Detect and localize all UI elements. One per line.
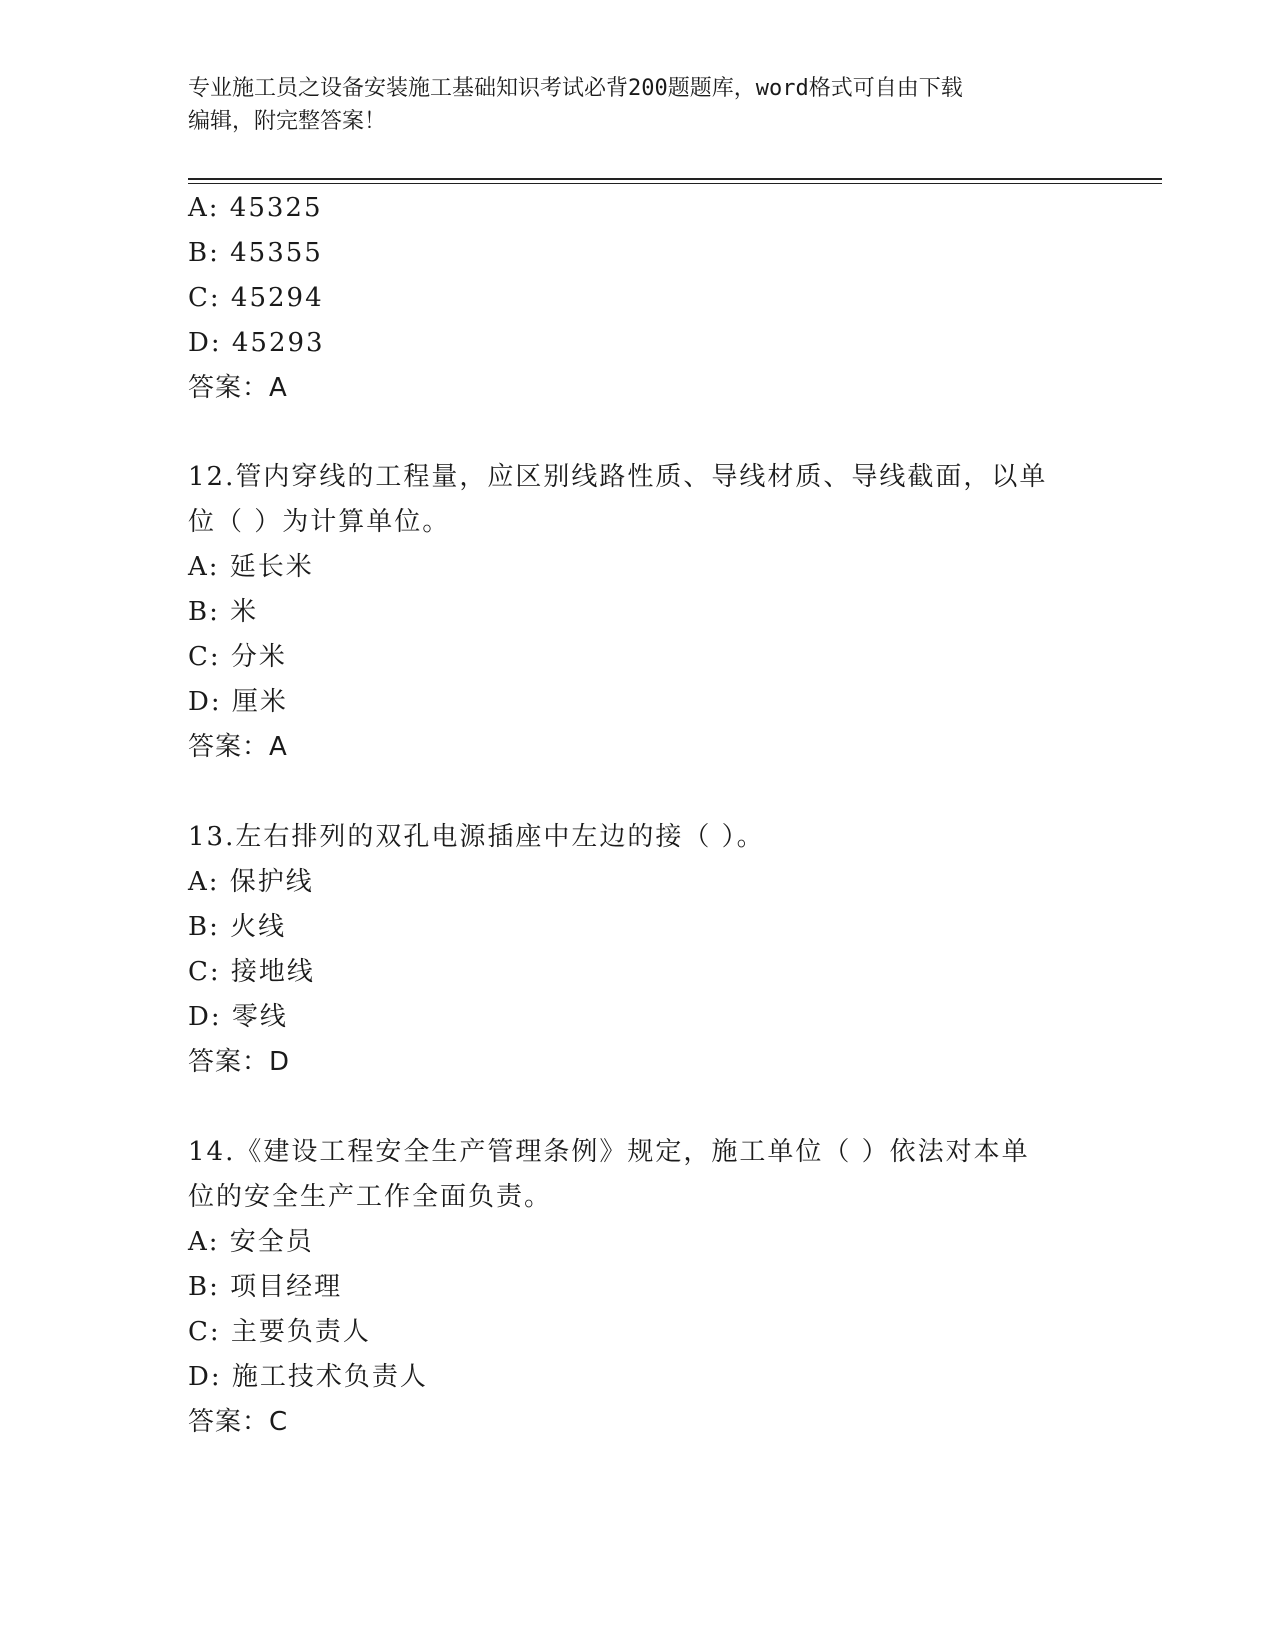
q14-stem-line1: 14.《建设工程安全生产管理条例》规定，施工单位（ ）依法对本单 (188, 1137, 1030, 1167)
q12-stem-line1: 12.管内穿线的工程量，应区别线路性质、导线材质、导线截面，以单 (188, 462, 1048, 492)
document-header (188, 72, 1088, 138)
header-title-line2: 编辑，附完整答案！ (188, 109, 387, 134)
q11-option-c: C: 45294 (188, 283, 324, 313)
q13-option-b: B: 火线 (188, 912, 287, 942)
q12-stem-line2: 位（ ）为计算单位。 (188, 507, 451, 537)
q11-option-b: B: 45355 (188, 238, 323, 268)
q13-option-c: C: 接地线 (188, 957, 315, 987)
q13-option-a: A: 保护线 (188, 867, 314, 897)
q13-answer: 答案：D (188, 1047, 291, 1077)
header-divider-thin (188, 183, 1162, 184)
header-divider (188, 178, 1162, 180)
q12-option-d: D: 厘米 (188, 687, 288, 717)
q14-answer: 答案：C (188, 1407, 289, 1437)
q12-option-c: C: 分米 (188, 642, 287, 672)
q11-option-a: A: 45325 (188, 193, 323, 223)
q12-option-a: A: 延长米 (188, 552, 314, 582)
q14-option-d: D: 施工技术负责人 (188, 1362, 428, 1392)
q11-option-d: D: 45293 (188, 328, 325, 358)
q14-stem-line2: 位的安全生产工作全面负责。 (188, 1182, 553, 1212)
q14-option-c: C: 主要负责人 (188, 1317, 371, 1347)
q12-answer: 答案：A (188, 732, 288, 762)
q12-option-b: B: 米 (188, 597, 259, 627)
header-title-line1: 专业施工员之设备安装施工基础知识考试必背200题题库，word格式可自由下载 (188, 76, 963, 101)
q14-option-b: B: 项目经理 (188, 1272, 343, 1302)
q14-option-a: A: 安全员 (188, 1227, 314, 1257)
q13-stem-line1: 13.左右排列的双孔电源插座中左边的接（ ）。 (188, 822, 765, 852)
q11-answer: 答案：A (188, 373, 288, 403)
q13-option-d: D: 零线 (188, 1002, 288, 1032)
